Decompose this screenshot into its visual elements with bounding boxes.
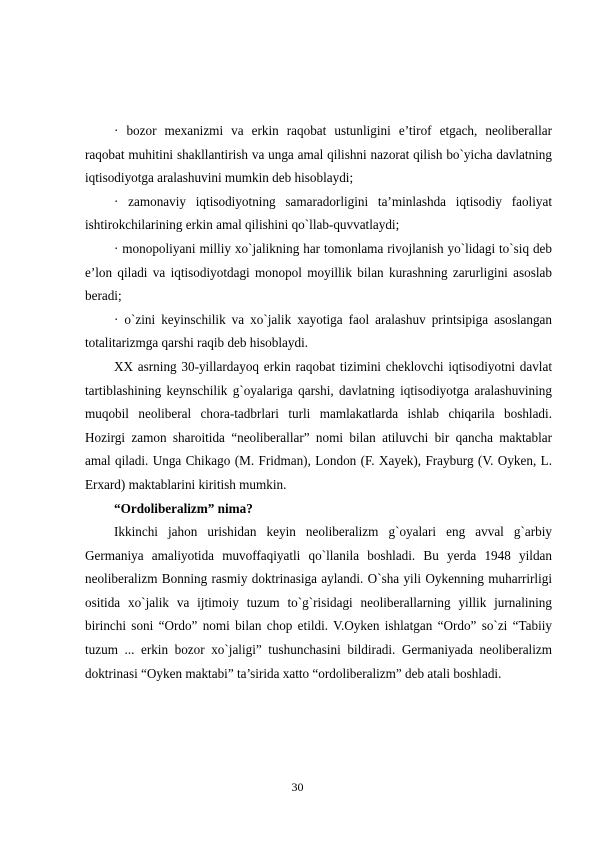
page-content [85,119,552,685]
paragraph-ordoliberalism: Ikkinchi jahon urishidan keyin neoliberalizm g`oyalari eng avval g`arbiy Germaniya amaliyotida muvoffaqiyatli qo`llanila boshladi. Bu yerda 1948 yildan neoliberalizm Bonning rasmiy doktrinasiga aylandi. O`sha yili Oykenning muharrirligi ositida xo`jalik va ijtimoiy tuzum to`g`risidagi neoliberallarning yillik jurnalining birinchi soni “Ordo” nomi bilan chop etildi. V.Oyken ishlatgan “Ordo” so`zi “Tabiiy tuzum ... erkin bozor xo`jaligi” tushunchasini bildiradi. Germaniyada neoliberalizm doktrinasi “Oyken maktabi” ta’sirida xatto “ordoliberalizm” deb atali boshladi. [85,524,552,681]
bullet-paragraph-totalitarianism: · o`zini keyinschilik va xo`jalik xayotiga faol aralashuv printsipiga asoslangan totalitarizmga qarshi raqib deb hisoblaydi. [85,311,552,351]
bullet-paragraph-monopoly: · monopoliyani milliy xo`jalikning har tomonlama rivojlanish yo`lidagi to`siq deb e’lon qiladi va iqtisodiyotdagi monopol moyillik bilan kurashning zarurligini asoslab beradi; [85,240,552,304]
section-heading: “Ordoliberalizm” nima? [114,500,253,516]
bullet-paragraph-competition: · bozor mexanizmi va erkin raqobat ustunligini e’tirof etgach, neoliberallar raqobat muhitini shakllantirish va unga amal qilishni nazorat qilish bo`yicha davlatning iqtisodiyotga aralashuvini mumkin deb hisoblaydi; [85,123,552,186]
bullet-paragraph-efficiency: · zamonaviy iqtisodiyotning samaradorligini ta’minlashda iqtisodiy faoliyat ishtirokchilarining erkin amal qilishini qo`llab-quvvatlaydi; [85,193,552,233]
page-number: 30 [291,780,304,794]
paragraph-neoliberal-schools: XX asrning 30-yillardayoq erkin raqobat tizimini cheklovchi iqtisodiyotni davlat tartiblashining keynschilik g`oyalariga qarshi, davlatning iqtisodiyotga aralashuvining muqobil neoliberal chora-tadbrlari turli mamlakatlarda ishlab chiqarila boshladi. Hozirgi zamon sharoitida “neoliberallar” nomi bilan atiluvchi bir qancha maktablar amal qiladi. Unga Chikago (M. Fridman), London (F. Xayek), Frayburg (V. Oyken, L. Erxard) maktablarini kiritish mumkin. [85,358,552,492]
